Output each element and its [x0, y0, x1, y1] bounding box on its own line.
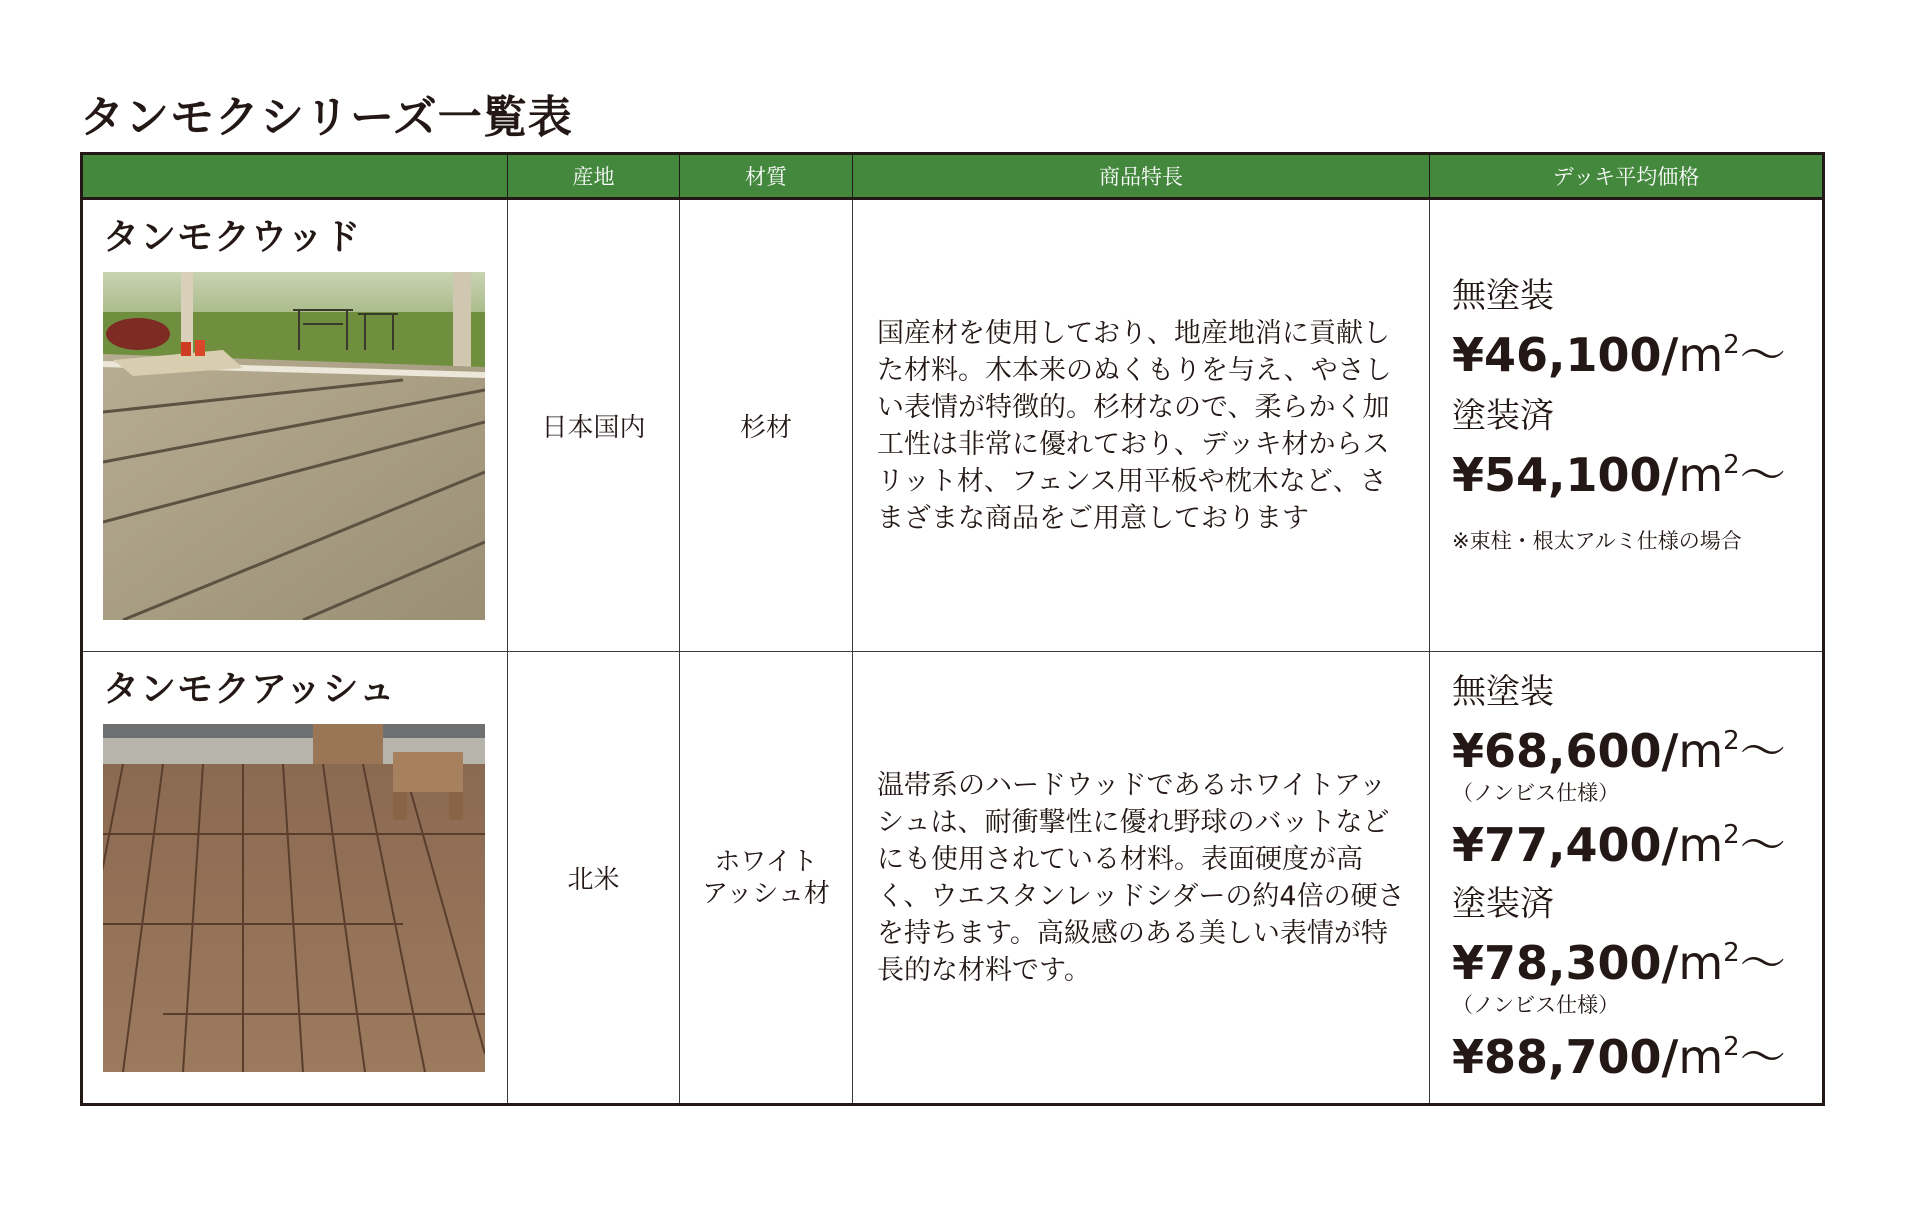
unpainted-label: 無塗装 [1452, 276, 1554, 316]
nonbis-note: （ノンビス仕様） [1452, 993, 1620, 1017]
unpainted-price: $¥46,100/m^2$〜 [1452, 328, 1786, 382]
product-cell [82, 199, 508, 652]
painted-label: 塗装済 [1452, 396, 1554, 436]
price-cell [1430, 652, 1824, 1105]
unpainted-label: 無塗装 [1452, 672, 1554, 712]
header-price: デッキ平均価格 [1430, 154, 1824, 199]
material-cell [680, 652, 853, 1105]
features-cell: 温帯系のハードウッドであるホワイトアッシュは、耐衝撃性に優れ野球のバットなどにも使用されている材料。表面硬度が高く、ウエスタンレッドシダーの約4倍の硬さを持ちます。高級感のある美しい表情が特長的な材料です。 [853, 652, 1430, 1105]
page-title: タンモクシリーズ一覧表 [80, 92, 573, 143]
features-cell: 国産材を使用しており、地産地消に貢献した材料。木本来のぬくもりを与え、やさしい表情が特徴的。杉材なので、柔らかく加工性は非常に優れており、デッキ材からスリット材、フェンス用平板や枕木など、さまざまな商品をご用意しております [853, 199, 1430, 652]
series-table [80, 152, 1825, 1106]
origin-cell: 日本国内 [508, 199, 680, 652]
header-material: 材質 [680, 154, 853, 199]
product-name: タンモクアッシュ [103, 669, 396, 710]
table-row [82, 652, 1824, 1105]
product-name: タンモクウッド [103, 217, 362, 258]
table-row [82, 199, 1824, 652]
material-line: ホワイト [714, 846, 818, 877]
header-features: 商品特長 [853, 154, 1430, 199]
material-cell: 杉材 [680, 199, 853, 652]
product-photo-wood-deck [103, 272, 485, 620]
unpainted-price: $¥68,600/m^2$〜 [1452, 724, 1786, 778]
unpainted-nonbis-price: $¥77,400/m^2$〜 [1452, 818, 1786, 872]
painted-price: $¥54,100/m^2$〜 [1452, 448, 1786, 502]
origin-cell: 北米 [508, 652, 680, 1105]
product-cell [82, 652, 508, 1105]
header-product [82, 154, 508, 199]
material-line: アッシュ材 [702, 878, 830, 909]
header-row [82, 154, 1824, 199]
product-photo-ash-deck [103, 724, 485, 1072]
price-cell [1430, 199, 1824, 652]
painted-label: 塗装済 [1452, 884, 1554, 924]
nonbis-note: （ノンビス仕様） [1452, 781, 1620, 805]
painted-price: $¥78,300/m^2$〜 [1452, 936, 1786, 990]
painted-nonbis-price: $¥88,700/m^2$〜 [1452, 1030, 1786, 1084]
header-origin: 産地 [508, 154, 680, 199]
price-footnote: ※束柱・根太アルミ仕様の場合 [1452, 529, 1742, 553]
